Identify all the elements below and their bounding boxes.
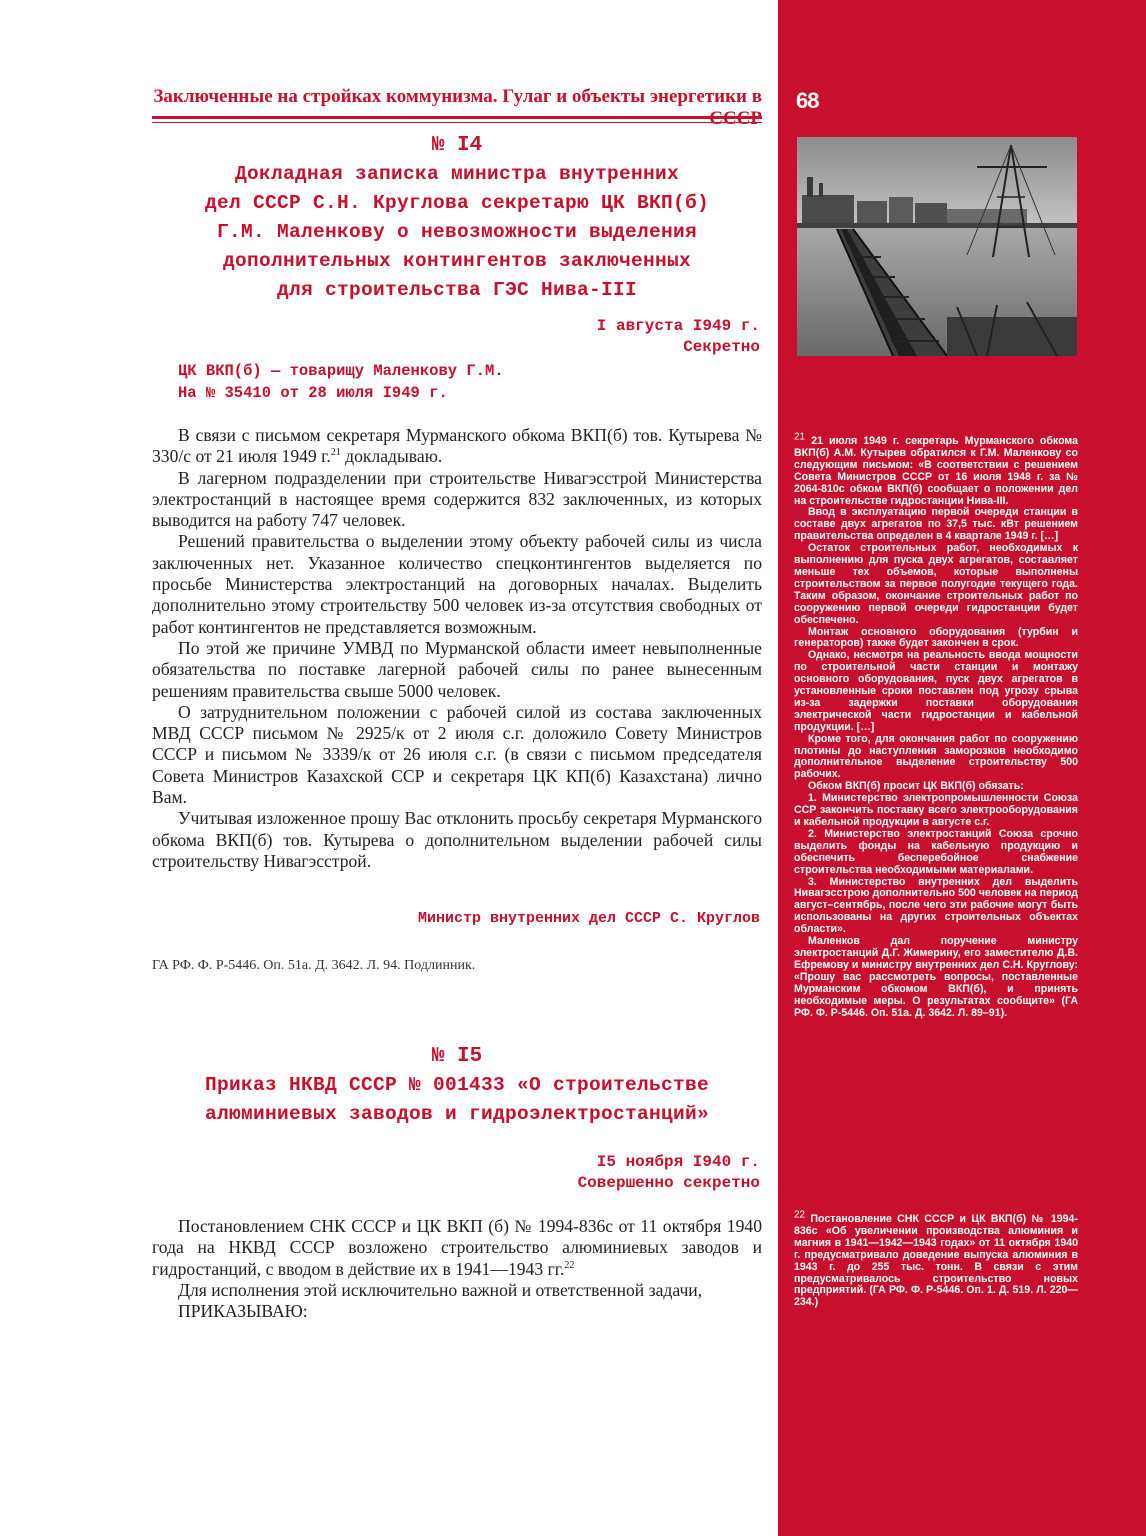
doc14-paragraph: По этой же причине УМВД по Мурманской области имеет невыполненные обязательства по поставке лагерной рабочей силы по ранее вынесенным решениям правительства свыше 5000 человек. [152,637,762,701]
page-number: 68 [796,88,819,113]
dam-photo-illustration [797,137,1077,356]
footnote-21-paragraph: Кроме того, для окончания работ по сооружению плотины до наступления заморозков необходимо дополнительное выделение строительству 500 рабочих. [794,732,1078,781]
footnote-21-paragraph: Маленков дал поручение министру электростанций Д.Г. Жимерину, его заместителю Д.В. Ефремову и министру внутренних дел С.Н. Круглову: «Прошу вас рассмотреть вопросы, поставленные Мурманским обкомом ВКП(б), и принять необходимые меры. О результатах сообщите» (ГА РФ. Ф. Р-5446. Оп. 51а. Д. 3642. Л. 89–91). [794,935,1078,1019]
doc14-title-line: для строительства ГЭС Нива-III [276,279,638,301]
doc14-title [152,160,762,305]
footnote-22-text: Постановление СНК СССР и ЦК ВКП(б) № 1994-836с «Об увеличении производства алюминия и магния в 1941—1942—1943 годах» от 11 октября 1940 г. предусматривало доведение выпуска алюминия в 1943 г. до 255 тыс. тонн. В связи с этим предусматривалось строительство новых предприятий. (ГА РФ. Ф. Р-5446. Оп. 1. Д. 519. Л. 220—234.) [794,1213,1078,1309]
footnote-21-paragraph: 1. Министерство электропромышленности Союза ССР закончить поставку всего электрооборудования и кабельной продукции в августе с.г. [794,792,1078,828]
footnote-22 [794,1209,1078,1309]
doc15-paragraph: Для исполнения этой исключительно важной и ответственной задачи, [178,1279,703,1300]
doc14-addressee-line: ЦК ВКП(б) — товарищу Маленкову Г.М. [178,362,504,380]
doc14-date: I августа I949 г. [596,317,760,335]
doc14-p1-end: докладываю. [340,446,443,467]
doc14-classification: Секретно [683,338,760,356]
footnote-21-paragraph: Остаток строительных работ, необходимых к выполнению для пуска двух агрегатов, составляет меньше тех объемов, которые выполнены строительством за первое полугодие текущего года. Таким образом, окончание строительных работ по сооружению первой очереди гидростанции будет обеспечено. [794,542,1078,626]
header-rule-thin [152,122,762,123]
doc15-body [152,1216,762,1322]
doc15-date: I5 ноября I940 г. [596,1153,760,1171]
footnote-22-number: 22 [794,1209,806,1221]
footnote-21-number: 21 [794,431,806,443]
doc14-paragraph: В лагерном подразделении при строительстве Нивагэсстрой Министерства электростанций в настоящее время содержится 832 заключенных, из которых выводится на работу 747 человек. [152,467,762,531]
footnote-21-paragraph: 3. Министерство внутренних дел выделить Нивагэсстрою дополнительно 500 человек на период август–сентябрь, после чего эти рабочие могут быть использованы на других строительных объектах области». [794,875,1078,936]
doc15-title [152,1071,762,1129]
doc14-archive-ref: ГА РФ. Ф. Р-5446. Оп. 51а. Д. 3642. Л. 94. Подлинник. [152,958,476,973]
doc14-addressee [178,360,738,404]
doc15-p1-text: Постановлением СНК СССР и ЦК ВКП (б) № 1994-836с от 11 октября 1940 года на НКВД СССР возложено строительство алюминиевых заводов и гидростанций, с вводом в действие их в 1941—1943 гг. [152,1216,762,1279]
footnote-21-paragraph: Обком ВКП(б) просит ЦК ВКП(б) обязать: [808,780,1024,793]
footnote-ref-21: 21 [330,447,341,459]
doc14-paragraph: О затруднительном положении с рабочей силой из состава заключенных МВД СССР письмом № 2925/к от 2 июля с.г. доложило Совету Министров СССР и письмом № 3339/к от 26 июля с.г. (в связи с письмом председателя Совета Министров Казахской ССР и секретаря ЦК КП(б) Казахстана) лично Вам. [152,701,762,808]
footnote-22-paragraph [794,1209,1078,1309]
doc15-paragraph: ПРИКАЗЫВАЮ: [178,1301,308,1322]
doc15-title-line: алюминиевых заводов и гидроэлектростанций» [204,1103,710,1125]
doc14-title-line: дел СССР С.Н. Круглова секретарю ЦК ВКП(б) [204,192,710,214]
sidebar-margin [778,0,1146,1536]
footnote-21-paragraph: Ввод в эксплуатацию первой очереди станции в составе двух агрегатов по 37,5 тыс. кВт решением правительства определен в 4 квартале 1949 г. […] [794,506,1078,543]
footnote-21-paragraph: 2. Министерство электростанций Союза срочно выделить фонды на кабельную продукцию и обеспечить бесперебойное снабжение строительства необходимыми материалами. [794,827,1078,876]
footnote-21-paragraph [794,431,1078,507]
footnote-ref-22: 22 [564,1259,575,1271]
doc14-title-line: Докладная записка министра внутренних [234,163,680,185]
doc14-paragraph [152,425,762,468]
doc14-addressee-line: На № 35410 от 28 июля I949 г. [178,384,448,402]
doc15-classification: Совершенно секретно [577,1174,760,1192]
doc14-paragraph: Учитывая изложенное прошу Вас отклонить просьбу секретаря Мурманского обкома ВКП(б) тов. Кутырева о дополнительном выделении рабочей силы строительству Нивагэсстрой. [152,808,762,871]
doc14-title-line: дополнительных контингентов заключенных [222,250,692,272]
doc14-signature: Министр внутренних дел СССР С. Круглов [417,910,760,927]
historical-photo [797,137,1077,356]
footnote-21-paragraph: Монтаж основного оборудования (турбин и генераторов) также будет закончен в срок. [794,625,1078,650]
doc14-number: № I4 [431,134,483,157]
footnote-21-text: 21 июля 1949 г. секретарь Мурманского обкома ВКП(б) А.М. Кутырев обратился к Г.М. Маленкову со следующим письмом: «В соответствии с решением Совета Министров СССР от 16 июля 1948 г. за № 2064-810с обком ВКП(б) сообщает о положении дел на строительстве гидростанции Нива-III. [794,435,1078,507]
doc14-body [152,425,762,872]
running-head: Заключенные на стройках коммунизма. Гулаг и объекты энергетики в [153,86,762,107]
doc14-paragraph: Решений правительства о выделении этому объекту рабочей силы из числа заключенных нет. Указанное количество спецконтингентов выделяется по просьбе Министерства электростанций на договорных началах. Выделить дополнительно этому строительству 500 человек из-за отсутствия свободных от работ контингентов не представляется возможным. [152,531,762,637]
doc15-paragraph [152,1216,762,1280]
doc14-title-line: Г.М. Маленкову о невозможности выделения [216,221,698,243]
doc14-meta [152,316,760,358]
doc15-title-line: Приказ НКВД СССР № 001433 «О строительстве [204,1074,710,1096]
header-rule-thick [152,116,762,119]
footnote-21-paragraph: Однако, несмотря на реальность ввода мощности по строительной части станции и монтажу основного оборудования, пуск двух агрегатов в установленные сроки поставлен под угрозу срыва из-за задержки поставки оборудования электрической части гидростанции и кабельной продукции. […] [794,649,1078,733]
doc14-p1-text: В связи с письмом секретаря Мурманского обкома ВКП(б) тов. Кутырева № 330/с от 21 июля 1949 г. [152,425,762,467]
doc15-meta [152,1152,760,1194]
footnote-21 [794,431,1078,1019]
doc15-number: № I5 [431,1045,483,1068]
